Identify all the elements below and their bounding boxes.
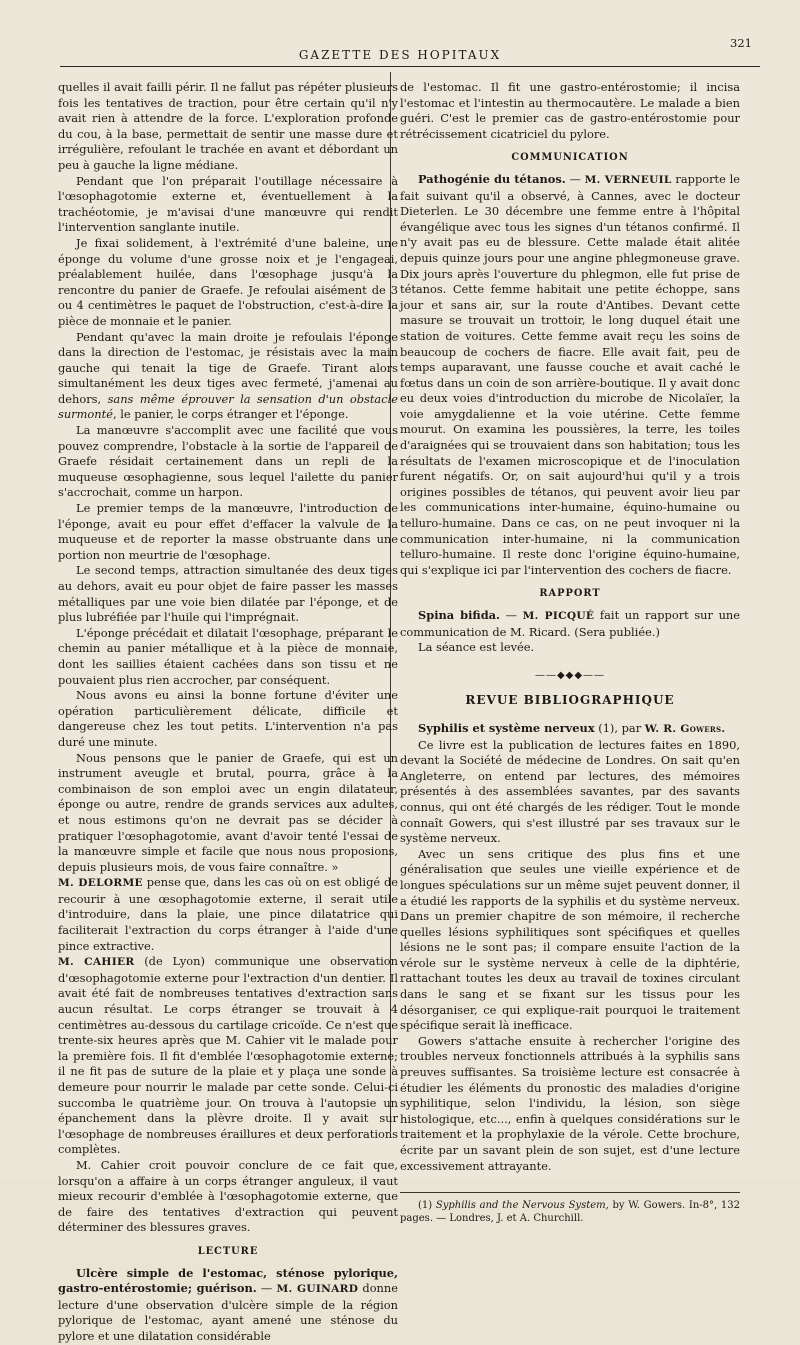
article-title: Spina bifida. bbox=[418, 608, 501, 622]
article-title: Ulcère simple de l'estomac, sténose pylorique, gastro-entérostomie; guérison. bbox=[58, 1265, 398, 1296]
paragraph bbox=[400, 608, 740, 640]
journal-title: GAZETTE DES HOPITAUX bbox=[298, 48, 502, 62]
section-heading-rapport: RAPPORT bbox=[539, 588, 601, 600]
footnote bbox=[400, 1199, 740, 1225]
article-title: Pathogénie du tétanos. bbox=[418, 171, 566, 186]
paragraph: Le premier temps de la manœuvre, l'introduction de l'éponge, avait eu pour effet d'effacer la valvule de la muqueuse et de reporter la masse obstruante dans une portion non meurtrie de l'œsophage. bbox=[58, 501, 398, 562]
paragraph: Je fixai solidement, à l'extrémité d'une baleine, une éponge du volume d'une grosse noix et je l'engageai, préalablement huilée, dans l'œsophage jusqu'à la rencontre du panier de Graefe. Je refoulai aisément de 3 ou 4 centimètres le paquet de l'obstruction, c'est-à-dire la pièce de monnaie et le panier. bbox=[58, 235, 398, 328]
text-run: pense que, dans les cas où on est obligé de recourir à une œsophagotomie externe, il serait utile d'introduire, dans la plaie, une pince dilatatrice qui faciliterait l'extraction du corps étranger à l'aide d'une pince extractive. bbox=[58, 875, 398, 953]
paragraph bbox=[58, 875, 398, 954]
speaker-name: M. PICQUÉ bbox=[522, 610, 595, 622]
paragraph: Gowers s'attache ensuite à rechercher l'origine des troubles nerveux fonctionnels attribués à la syphilis sans preuves suffisantes. Sa troisième lecture est consacrée à étudier les éléments du pronostic des maladies d'origine syphilitique, selon l'individu, la lésion, son siège histologique, etc..., enfin à quelques considérations sur le traitement et la prophylaxie de la vérole. Cette brochure, écrite par un savant plein de son sujet, est d'une lecture excessivement attrayante. bbox=[400, 1033, 740, 1173]
text-run: , le panier, le corps étranger et l'éponge. bbox=[112, 407, 349, 422]
text-run: (de Lyon) communique une observation d'œsophagotomie externe pour l'extraction d'un dentier. Il avait été fait de nombreuses tentatives d'extraction sans aucun résultat. Le corps étranger se trouvait à 4 centimètres au-dessous du cartilage cricoïde. Ce n'est que trente-six heures après que M. Cahier vit le malade pour la première fois. Il fit d'emblée l'œsophagotomie externe; il ne fit pas de suture de la plaie et y plaça une sonde à demeure pour nourrir le malade par cette sonde. Celui-ci succomba le quatrième jour. On trouva à l'autopsie un épanchement dans la plèvre droite. Il y avait sur l'œsophage de nombreuses éraillures et deux perforations complètes. bbox=[58, 954, 398, 1157]
paragraph: quelles il avait failli périr. Il ne fallut pas répéter plusieurs fois les tentatives de traction, pour être certain qu'il n'y avait rien à attendre de la force. L'exploration profonde du cou, à la base, permettait de sentir une masse dure et irrégulière, refoulant le trachée en avant et débordant un peu à gauche la ligne médiane. bbox=[58, 80, 398, 172]
section-heading-revue: REVUE BIBLIOGRAPHIQUE bbox=[465, 693, 675, 708]
paragraph: de l'estomac. Il fit une gastro-entérostomie; il incisa l'estomac et l'intestin au thermocautère. Le malade a bien guéri. C'est le premier cas de gastro-entérostomie pour rétrécissement cicatriciel du pylore. bbox=[400, 80, 740, 141]
paragraph: La manœuvre s'accomplit avec une facilité que vous pouvez comprendre, l'obstacle à la sortie de l'appareil de Graefe résidait certainement dans un repli de la muqueuse œsophagienne, sous lequel l'ailette du panier s'accrochait, comme un harpon. bbox=[58, 423, 398, 500]
text-run: — bbox=[500, 608, 523, 622]
italic-text: Syphilis and the Nervous System, bbox=[435, 1200, 609, 1212]
page-number: 321 bbox=[730, 36, 752, 50]
book-author: W. R. Gowers. bbox=[644, 722, 726, 735]
text-run: — bbox=[565, 171, 585, 186]
speaker-name: M. CAHIER bbox=[58, 956, 135, 969]
page-header bbox=[0, 34, 800, 62]
paragraph bbox=[400, 721, 740, 738]
paragraph: Le second temps, attraction simultanée des deux tiges au dehors, avait eu pour objet de faire passer les masses métalliques par une voie bien dilatée par l'éponge, et de plus lubréfiée par l'huile qui l'imprégnait. bbox=[58, 563, 398, 625]
italic-text: sans même éprouver la sensation d'un obstacle surmonté bbox=[58, 391, 398, 422]
footnote-number: (1) bbox=[418, 1200, 436, 1212]
speaker-name: M. VERNEUIL bbox=[584, 173, 672, 186]
paragraph: M. Cahier croit pouvoir conclure de ce fait que, lorsqu'on a affaire à un corps étranger anguleux, il vaut mieux recourir d'emblée à l'œsophagotomie externe, que de faire des tentatives d'extraction qui peuvent déterminer des blessures graves. bbox=[58, 1157, 398, 1235]
header-rule bbox=[60, 66, 760, 67]
paragraph bbox=[58, 954, 398, 1158]
paragraph: Avec un sens critique des plus fins et une généralisation que seules une vieille expérience et de longues spéculations sur un même sujet peuvent donner, il a étudié les rapports de la syphilis et du système nerveux. Dans un premier chapitre de son mémoire, il recherche quelles lésions syphilitiques sont spécifiques et quelles lésions ne le sont pas; il compare ensuite l'action de la vérole sur le système nerveux à celle de la diphtérie, rattachant toutes les deux au travail de toxines circulant dans le sang et se fixant sur les tissus pour les désorganiser, ce qui explique-rait pourquoi le traitement spécifique serait là inefficace. bbox=[400, 846, 740, 1033]
text-run: — bbox=[256, 1281, 277, 1296]
text-run: by W. Gowers. In-8°, 132 pages. — Londres, J. et A. Churchill. bbox=[400, 1200, 740, 1225]
text-run: rapporte le fait suivant qu'il a observé, à Cannes, avec le docteur Dieterlen. Le 30 décembre une femme entre à l'hôpital évangélique avec tous les signes d'un tétanos confirmé. Il n'y avait pas eu de blessure. Cette malade était alitée depuis quinze jours pour une angine phlegmoneuse grave. Dix jours après l'ouverture du phlegmon, elle fut prise de tétanos. Cette femme habitait une petite échoppe, sans jour et sans air, sur la route d'Antibes. Devant cette masure se trouvait un trottoir, le long duquel était une station de voitures. Cette femme avait reçu les soins de beaucoup de cochers de fiacre. Elle avait fait, peu de temps auparavant, une fausse couche et avait caché le fœtus dans un coin de son arrière-boutique. Il y avait donc eu deux voies d'introduction du microbe de Nicolaïer, la voie amygdalienne et la voie utérine. Cette femme mourut. On examina les poussières, la terre, les toiles d'araignées qui se trouvaient dans son habitation; tous les résultats de l'examen microscopique et de l'inoculation furent négatifs. Or, on sait aujourd'hui qu'il y a trois origines possibles de tétanos, qui peuvent avoir lieu par les communications inter-humaine, équino-humaine ou telluro-humaine. Dans ce cas, on ne peut invoquer ni la communication inter-humaine, ni la communication telluro-humaine. Il reste donc l'origine équino-humaine, qui s'explique ici par l'intervention des cochers de fiacre. bbox=[400, 171, 740, 577]
paragraph: L'éponge précédait et dilatait l'œsophage, préparant le chemin au panier métallique et à la pièce de monnaie, dont les saillies étaient cachées dans son tissu et ne pouvaient plus rien accrocher, par conséquent. bbox=[58, 625, 398, 687]
speaker-name: M. GUINARD bbox=[276, 1283, 359, 1296]
paragraph bbox=[58, 330, 398, 424]
paragraph: Nous avons eu ainsi la bonne fortune d'éviter une opération particulièrement délicate, difficile et dangereuse chez les tout petits. L'intervention n'a pas duré une minute. bbox=[58, 688, 398, 749]
section-heading-communication: COMMUNICATION bbox=[511, 152, 629, 164]
text-run: donne lecture d'une observation d'ulcère simple de la région pylorique de l'estomac, ayant amené une sténose du pylore et une dilatation considérable bbox=[58, 1281, 398, 1343]
ornament-divider: ——◆◆◆—— bbox=[534, 669, 606, 681]
left-column bbox=[58, 80, 398, 1345]
book-title: Syphilis et système nerveux bbox=[418, 720, 595, 735]
text-run: fait un rapport sur une communication de M. Ricard. (Sera publiée.) bbox=[400, 608, 740, 639]
paragraph bbox=[58, 1266, 398, 1345]
paragraph bbox=[400, 172, 740, 578]
paragraph: Pendant que l'on préparait l'outillage nécessaire à l'œsophagotomie externe et, éventuellement à la trachéotomie, je m'avisai d'une manœuvre qui rendit l'intervention sanglante inutile. bbox=[58, 173, 398, 235]
paragraph: Ce livre est la publication de lectures faites en 1890, devant la Société de médecine de Londres. On sait qu'en Angleterre, on entend par lectures, des mémoires présentés à des assemblées savantes, par des savants connus, qui ont été chargés de les rédiger. Tout le monde connaît Gowers, qui s'est illustré par ses travaux sur le système nerveux. bbox=[400, 737, 740, 846]
paragraph: La séance est levée. bbox=[418, 640, 535, 655]
text-run: (1), par bbox=[594, 720, 645, 735]
speaker-name: M. DELORME bbox=[58, 877, 143, 890]
section-heading-lecture: LECTURE bbox=[197, 1245, 259, 1257]
text-run: Pendant qu'avec la main droite je refoulais l'éponge dans la direction de l'estomac, je résistais avec la main gauche qui tenait la tige de Graefe. Tirant alors simultanément les deux tiges avec fermeté, j'amenai au dehors, bbox=[58, 329, 398, 406]
footnote-rule bbox=[400, 1192, 740, 1193]
paragraph: Nous pensons que le panier de Graefe, qui est un instrument aveugle et brutal, pourra, grâce à la combinaison de son emploi avec un engin dilatateur, éponge ou autre, rendre de grands services aux adultes, et nous estimons qu'on ne devrait pas se décider à pratiquer l'œsophagotomie, avant d'avoir tenté l'essai de la manœuvre simple et facile que nous nous proposions, depuis plusieurs mois, de vous faire connaître. » bbox=[58, 750, 398, 874]
right-column bbox=[400, 80, 740, 1225]
